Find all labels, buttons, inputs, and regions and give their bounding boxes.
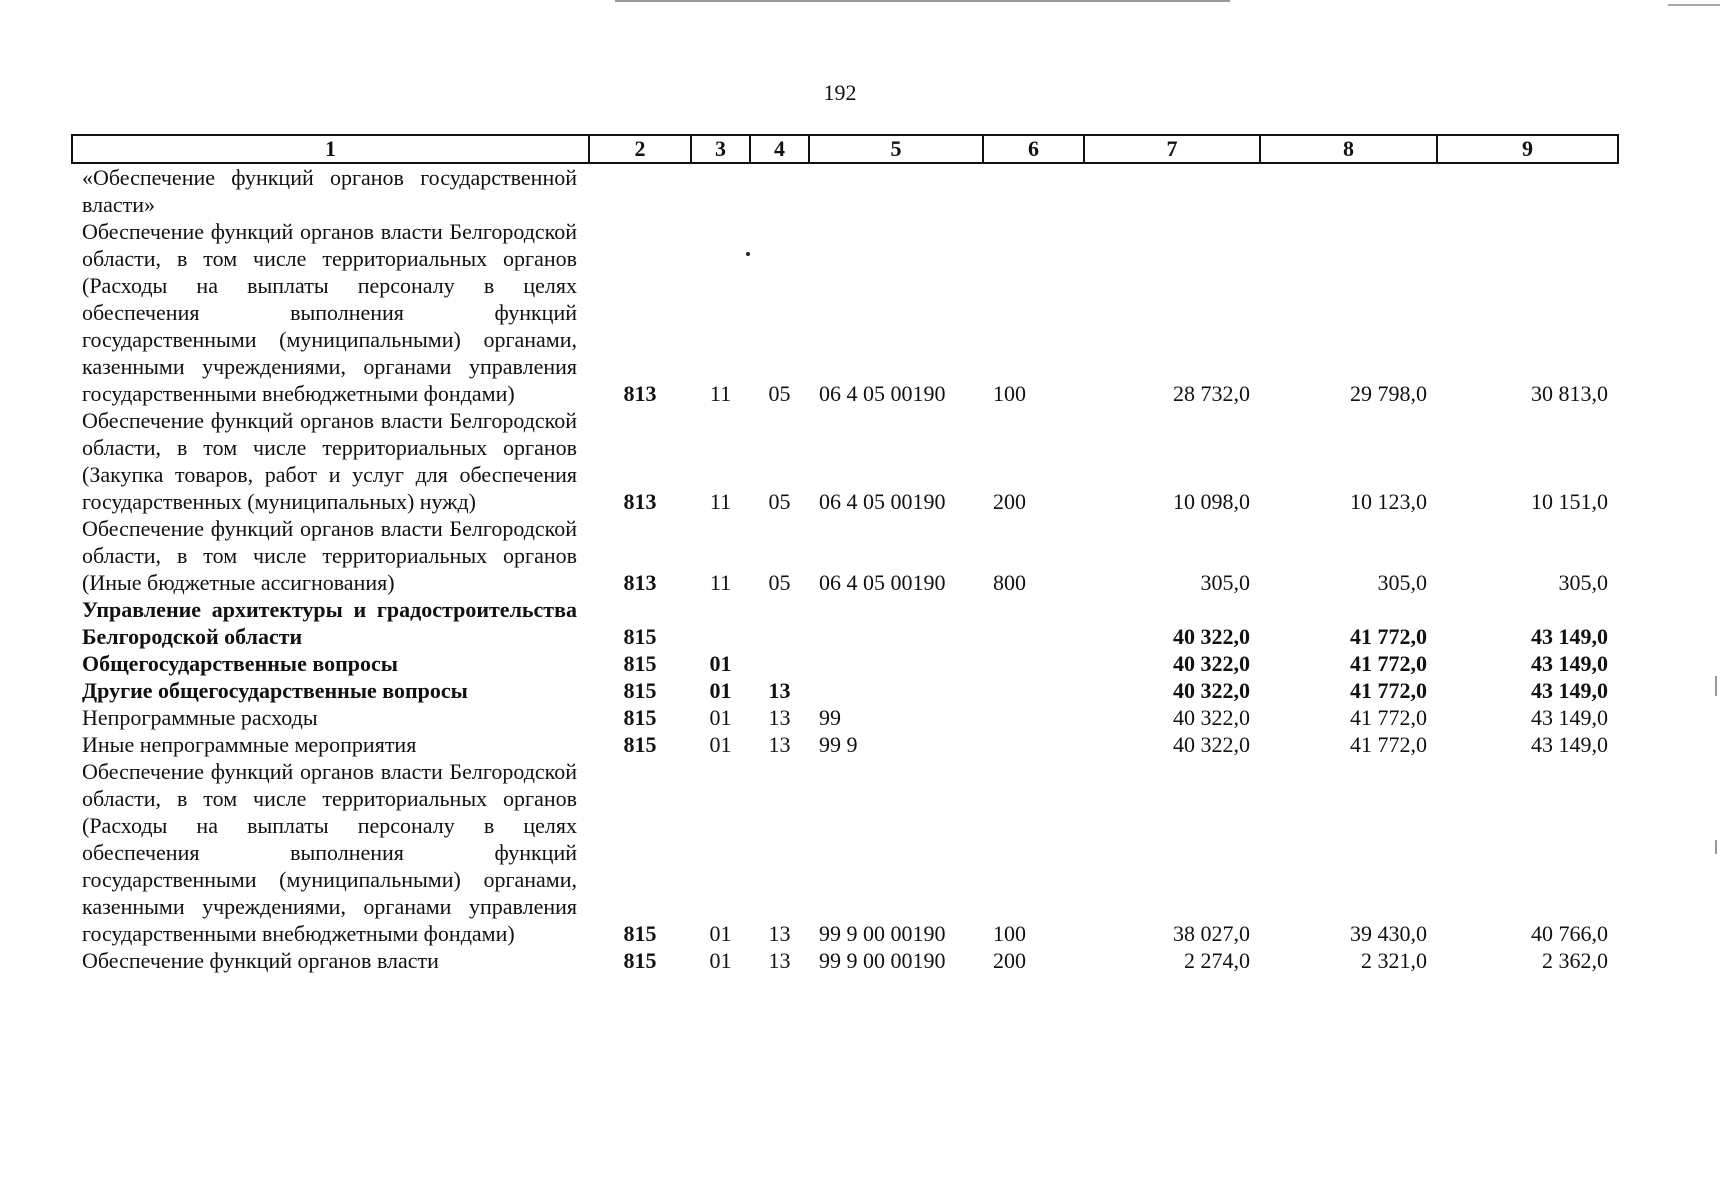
cell-amount-col8: 41 772,0 <box>1350 705 1427 730</box>
cell-subsection <box>750 650 809 677</box>
cell-amount-col7: 28 732,0 <box>1173 381 1250 406</box>
table-row <box>72 218 1618 407</box>
cell-section: 11 <box>709 570 732 595</box>
cell-amount-col9: 305,0 <box>1558 570 1608 595</box>
row-name: Обеспечение функций органов власти Белгородской области, в том числе территориальных органов (Расходы на выплаты персоналу в целях обеспечения выполнения функций государственными (муниципальными) органами, казенными учреждениями, органами управления государственными внебюджетными фондами) <box>82 759 577 946</box>
table-row <box>72 677 1618 704</box>
cell-target-article: 06 4 05 00190 <box>819 570 946 595</box>
cell-amount-col7: 305,0 <box>1200 570 1250 595</box>
cell-amount-col8: 2 321,0 <box>1361 948 1427 973</box>
cell-target-article: 99 9 00 00190 <box>819 921 946 946</box>
cell-ministry-code: 813 <box>623 489 657 514</box>
cell-amount-col7: 10 098,0 <box>1173 489 1250 514</box>
cell-amount-col9: 43 149,0 <box>1531 624 1608 649</box>
cell-amount-col8: 41 772,0 <box>1350 624 1427 649</box>
cell-amount-col8: 10 123,0 <box>1350 489 1427 514</box>
cell-expense-type <box>983 596 1084 650</box>
cell-expense-type: 100 <box>993 921 1026 946</box>
table-row <box>72 407 1618 515</box>
cell-expense-type: 200 <box>993 489 1026 514</box>
cell-target-article: 06 4 05 00190 <box>819 489 946 514</box>
column-header: 6 <box>983 135 1084 163</box>
row-name: Обеспечение функций органов власти Белгородской области, в том числе территориальных органов (Расходы на выплаты персоналу в целях обеспечения выполнения функций государственными (муниципальными) органами, казенными учреждениями, органами управления государственными внебюджетными фондами) <box>82 219 577 406</box>
cell-amount-col9: 30 813,0 <box>1531 381 1608 406</box>
cell-amount-col7: 40 322,0 <box>1173 678 1250 703</box>
cell-amount-col9 <box>1437 163 1618 218</box>
cell-expense-type <box>983 677 1084 704</box>
cell-amount-col8: 29 798,0 <box>1350 381 1427 406</box>
cell-amount-col7: 38 027,0 <box>1173 921 1250 946</box>
cell-subsection: 13 <box>768 921 791 946</box>
column-header: 4 <box>750 135 809 163</box>
cell-expense-type: 800 <box>993 570 1026 595</box>
cell-section: 01 <box>709 921 732 946</box>
cell-subsection: 13 <box>768 678 791 703</box>
cell-subsection: 13 <box>768 948 791 973</box>
table-row <box>72 515 1618 596</box>
cell-subsection: 13 <box>768 705 791 730</box>
cell-section <box>691 596 750 650</box>
cell-amount-col9: 40 766,0 <box>1531 921 1608 946</box>
cell-section: 01 <box>709 948 732 973</box>
cell-amount-col7: 2 274,0 <box>1184 948 1250 973</box>
cell-subsection: 05 <box>768 570 791 595</box>
cell-ministry-code: 815 <box>623 948 657 973</box>
scan-side-mark <box>1715 840 1717 854</box>
cell-subsection <box>750 596 809 650</box>
cell-ministry-code: 815 <box>623 678 657 703</box>
table-row <box>72 947 1618 974</box>
cell-amount-col9: 43 149,0 <box>1531 705 1608 730</box>
table-row <box>72 596 1618 650</box>
cell-expense-type <box>983 163 1084 218</box>
cell-section: 01 <box>709 705 732 730</box>
row-name: Обеспечение функций органов власти <box>82 948 439 973</box>
cell-expense-type <box>983 731 1084 758</box>
cell-subsection: 05 <box>768 489 791 514</box>
budget-table <box>71 134 1619 974</box>
row-name: «Обеспечение функций органов государственной власти» <box>82 165 577 217</box>
cell-expense-type <box>983 704 1084 731</box>
table-row <box>72 163 1618 218</box>
cell-amount-col7: 40 322,0 <box>1173 624 1250 649</box>
row-name: Общегосударственные вопросы <box>82 651 398 676</box>
cell-subsection <box>750 163 809 218</box>
cell-amount-col7: 40 322,0 <box>1173 705 1250 730</box>
cell-amount-col8 <box>1260 163 1437 218</box>
column-header: 5 <box>809 135 983 163</box>
cell-subsection: 13 <box>768 732 791 757</box>
cell-amount-col9: 10 151,0 <box>1531 489 1608 514</box>
table-row <box>72 758 1618 947</box>
row-name: Управление архитектуры и градостроительства Белгородской области <box>82 597 577 649</box>
cell-ministry-code: 815 <box>623 651 657 676</box>
cell-section: 01 <box>709 651 732 676</box>
cell-amount-col7: 40 322,0 <box>1173 651 1250 676</box>
cell-ministry-code: 815 <box>623 705 657 730</box>
cell-ministry-code: 813 <box>623 381 657 406</box>
cell-ministry-code: 815 <box>623 921 657 946</box>
cell-amount-col7: 40 322,0 <box>1173 732 1250 757</box>
cell-amount-col8: 41 772,0 <box>1350 732 1427 757</box>
cell-target-article: 06 4 05 00190 <box>819 381 946 406</box>
table-row <box>72 704 1618 731</box>
scan-edge-line <box>615 0 1230 2</box>
column-header: 8 <box>1260 135 1437 163</box>
cell-target-article <box>809 163 983 218</box>
row-name: Иные непрограммные мероприятия <box>82 732 417 757</box>
cell-expense-type <box>983 650 1084 677</box>
table-header-row <box>72 135 1618 163</box>
cell-ministry-code <box>589 163 691 218</box>
cell-target-article <box>809 596 983 650</box>
column-header: 1 <box>72 135 589 163</box>
cell-section: 01 <box>709 732 732 757</box>
cell-amount-col8: 39 430,0 <box>1350 921 1427 946</box>
scan-corner-mark <box>1668 4 1720 6</box>
row-name: Обеспечение функций органов власти Белгородской области, в том числе территориальных органов (Закупка товаров, работ и услуг для обеспечения государственных (муниципальных) нужд) <box>82 408 577 514</box>
table-row <box>72 650 1618 677</box>
scan-side-mark <box>1715 676 1717 696</box>
row-name: Другие общегосударственные вопросы <box>82 678 468 703</box>
column-header: 3 <box>691 135 750 163</box>
column-header: 2 <box>589 135 691 163</box>
cell-ministry-code: 815 <box>623 624 657 649</box>
cell-amount-col9: 43 149,0 <box>1531 678 1608 703</box>
cell-amount-col7 <box>1084 163 1260 218</box>
cell-expense-type: 100 <box>993 381 1026 406</box>
column-header: 7 <box>1084 135 1260 163</box>
cell-target-article <box>809 677 983 704</box>
cell-expense-type: 200 <box>993 948 1026 973</box>
cell-target-article: 99 <box>819 705 841 730</box>
cell-subsection: 05 <box>768 381 791 406</box>
cell-section <box>691 163 750 218</box>
cell-target-article: 99 9 00 00190 <box>819 948 946 973</box>
cell-section: 11 <box>709 381 732 406</box>
cell-ministry-code: 815 <box>623 732 657 757</box>
cell-amount-col9: 43 149,0 <box>1531 732 1608 757</box>
cell-target-article: 99 9 <box>819 732 858 757</box>
cell-amount-col8: 305,0 <box>1377 570 1427 595</box>
page-number: 192 <box>823 80 857 105</box>
cell-amount-col9: 43 149,0 <box>1531 651 1608 676</box>
cell-target-article <box>809 650 983 677</box>
cell-section: 01 <box>709 678 732 703</box>
cell-amount-col9: 2 362,0 <box>1542 948 1608 973</box>
cell-amount-col8: 41 772,0 <box>1350 678 1427 703</box>
column-header: 9 <box>1437 135 1618 163</box>
table-row <box>72 731 1618 758</box>
cell-amount-col8: 41 772,0 <box>1350 651 1427 676</box>
cell-ministry-code: 813 <box>623 570 657 595</box>
row-name: Обеспечение функций органов власти Белгородской области, в том числе территориальных органов (Иные бюджетные ассигнования) <box>82 516 577 595</box>
cell-section: 11 <box>709 489 732 514</box>
row-name: Непрограммные расходы <box>82 705 318 730</box>
